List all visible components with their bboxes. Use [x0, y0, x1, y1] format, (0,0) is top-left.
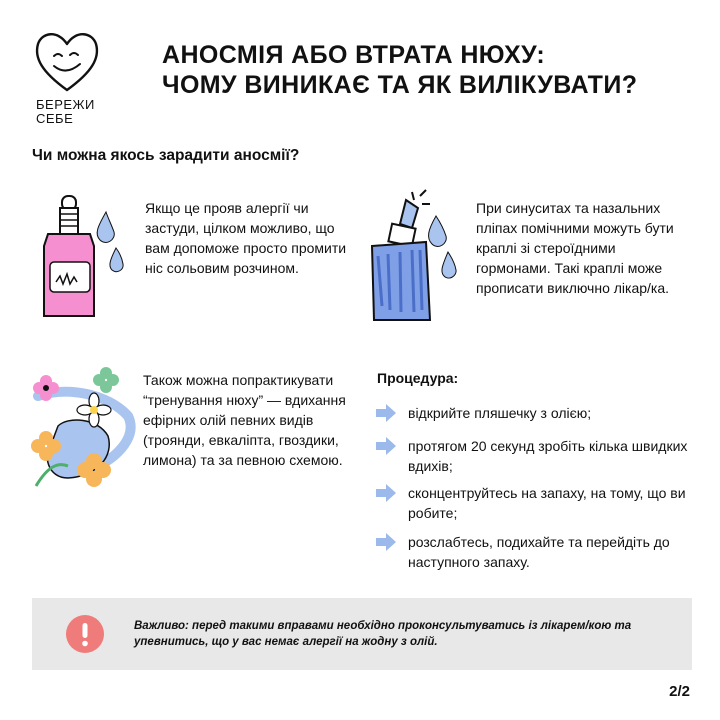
- arrow-right-icon: [376, 484, 396, 502]
- procedure-heading: Процедура:: [377, 370, 459, 386]
- dropper-bottle-icon: [22, 192, 134, 324]
- brand-logo: [28, 26, 120, 126]
- training-paragraph: Також можна попрактикувати “тренування нюху” — вдихання ефірних олій певних видів (троянди, евкаліпта, гвоздики, лимона) та за певною схемою.: [143, 372, 346, 468]
- arrow-right-icon: [376, 533, 396, 551]
- title-line-1: АНОСМІЯ АБО ВТРАТА НЮХУ:: [162, 41, 546, 69]
- steroid-paragraph: При синуситах та назальних пліпах помічними можуть бути краплі зі стероїдними гормонами. Такі краплі може прописати виключно лікар/ка.: [476, 200, 674, 296]
- important-note: [32, 598, 692, 670]
- saline-paragraph: Якщо це прояв алергії чи застуди, цілком можливо, що вам допоможе просто промити ніс сольовим розчином.: [145, 200, 347, 276]
- procedure-step-text: розслабтесь, подихайте та перейдіть до наступного запаху.: [408, 534, 670, 570]
- brand-name: [36, 98, 95, 126]
- section-heading: Чи можна якось зарадити аносмії?: [32, 147, 300, 164]
- heart-logo-icon: [32, 26, 102, 96]
- page-title: [162, 40, 702, 100]
- nasal-spray-icon: [356, 186, 468, 324]
- title-line-2: ЧОМУ ВИНИКАЄ ТА ЯК ВИЛІКУВАТИ?: [162, 71, 638, 99]
- essential-oil-flowers-icon: [28, 366, 138, 498]
- procedure-step-text: сконцентруйтесь на запаху, на тому, що ви робите;: [408, 485, 686, 521]
- page-number: 2/2: [669, 683, 690, 700]
- note-text: Важливо: перед такими вправами необхідно проконсультуватись із лікарем/кою та упевнитись, що у вас немає алергії на жодну з олій.: [134, 620, 632, 648]
- procedure-step-text: протягом 20 секунд зробіть кілька швидких вдихів;: [408, 438, 688, 474]
- brand-line-2: СЕБЕ: [36, 111, 74, 126]
- brand-line-1: БЕРЕЖИ: [36, 97, 95, 112]
- arrow-right-icon: [376, 437, 396, 455]
- arrow-right-icon: [376, 404, 396, 422]
- alert-exclamation-icon: [66, 615, 104, 653]
- procedure-step-text: відкрийте пляшечку з олією;: [408, 405, 592, 421]
